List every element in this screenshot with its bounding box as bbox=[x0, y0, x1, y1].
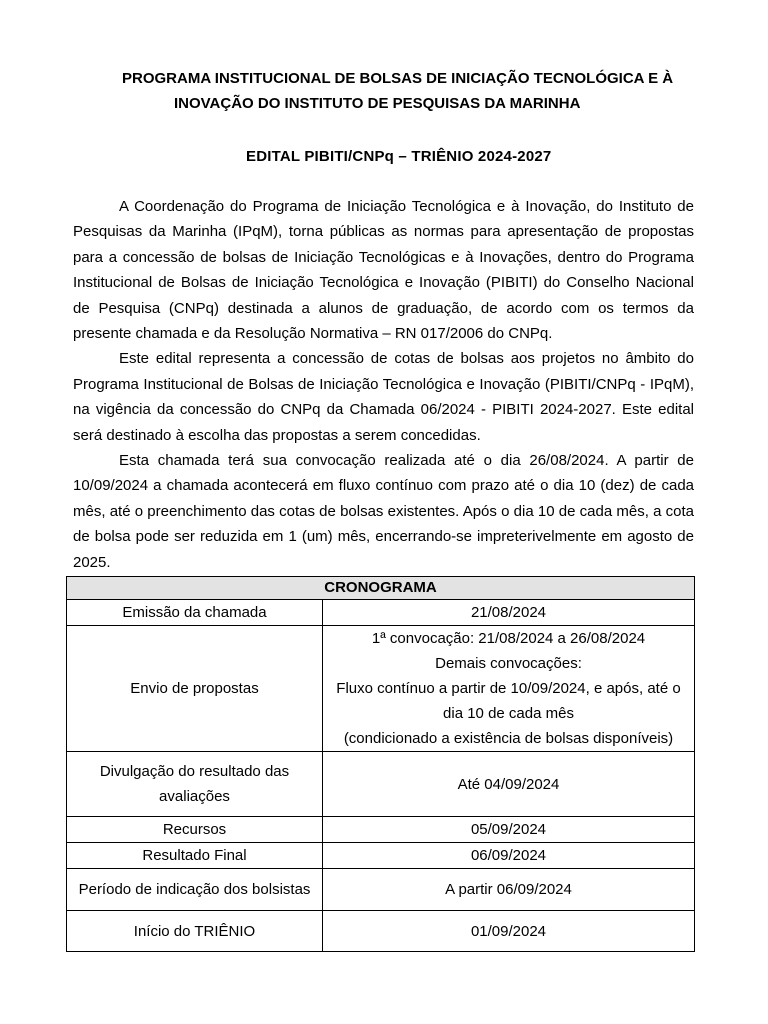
envio-line-2: Demais convocações: bbox=[435, 655, 582, 672]
paragraph-scope: Este edital representa a concessão de cotas de bolsas aos projetos no âmbito do Programa Institucional de Bolsas de Iniciação Tecnológica e Inovação (PIBITI/CNPq - IPqM), na vigência da concessão do CNPq da Chamada 06/2024 - PIBITI 2024-2027. Este edital será destinado à escolha das propostas a serem concedidas. bbox=[73, 350, 694, 444]
row-label-inicio: Início do TRIÊNIO bbox=[67, 911, 323, 952]
paragraph-intro: A Coordenação do Programa de Iniciação Tecnológica e à Inovação, do Instituto de Pesquisas da Marinha (IPqM), torna públicas as normas para apresentação de propostas para a concessão de bolsas de Iniciação Tecnológicas e à Inovações, dentro do Programa Institucional de Bolsas de Iniciação Tecnológica e Inovação (PIBITI) do Conselho Nacional de Pesquisa (CNPq) destinada a alunos de graduação, de acordo com os termos da presente chamada e da Resolução Normativa – RN 017/2006 do CNPq. bbox=[73, 198, 694, 343]
row-label-resultado-final: Resultado Final bbox=[67, 843, 323, 869]
row-value-emissao: 21/08/2024 bbox=[323, 600, 695, 626]
row-value-envio bbox=[323, 626, 695, 752]
cronograma-heading: CRONOGRAMA bbox=[67, 577, 695, 600]
envio-line-1: 1ª convocação: 21/08/2024 a 26/08/2024 bbox=[371, 630, 646, 647]
envio-line-4: dia 10 de cada mês bbox=[443, 705, 574, 722]
row-value-inicio: 01/09/2024 bbox=[323, 911, 695, 952]
table-row bbox=[67, 600, 695, 626]
edital-heading: EDITAL PIBITI/CNPq – TRIÊNIO 2024-2027 bbox=[246, 148, 552, 165]
envio-line-3: Fluxo contínuo a partir de 10/09/2024, e após, até o bbox=[336, 680, 681, 697]
table-row bbox=[67, 752, 695, 817]
cronograma-table bbox=[66, 576, 695, 952]
document-body bbox=[73, 194, 694, 575]
row-label-divulgacao: Divulgação do resultado das avaliações bbox=[67, 752, 323, 817]
row-label-recursos: Recursos bbox=[67, 817, 323, 843]
envio-line-5: (condicionado a existência de bolsas disponíveis) bbox=[343, 730, 674, 747]
row-value-resultado-final: 06/09/2024 bbox=[323, 843, 695, 869]
row-value-periodo: A partir 06/09/2024 bbox=[323, 869, 695, 911]
document-title-line-1: PROGRAMA INSTITUCIONAL DE BOLSAS DE INICIAÇÃO TECNOLÓGICA E À bbox=[122, 70, 674, 87]
row-label-periodo: Período de indicação dos bolsistas bbox=[67, 869, 323, 911]
table-row bbox=[67, 869, 695, 911]
row-label-envio: Envio de propostas bbox=[67, 626, 323, 752]
paragraph-schedule: Esta chamada terá sua convocação realizada até o dia 26/08/2024. A partir de 10/09/2024 a chamada acontecerá em fluxo contínuo com prazo até o dia 10 (dez) de cada mês, até o preenchimento das cotas de bolsas existentes. Após o dia 10 de cada mês, a cota de bolsa pode ser reduzida em 1 (um) mês, encerrando-se impreterivelmente em agosto de 2025. bbox=[73, 452, 694, 571]
row-value-divulgacao: Até 04/09/2024 bbox=[323, 752, 695, 817]
table-row bbox=[67, 911, 695, 952]
cronograma-header-row bbox=[67, 577, 695, 600]
table-row bbox=[67, 817, 695, 843]
document-title-line-2: INOVAÇÃO DO INSTITUTO DE PESQUISAS DA MARINHA bbox=[174, 95, 581, 112]
row-value-recursos: 05/09/2024 bbox=[323, 817, 695, 843]
row-label-emissao: Emissão da chamada bbox=[67, 600, 323, 626]
table-row bbox=[67, 626, 695, 752]
table-row bbox=[67, 843, 695, 869]
